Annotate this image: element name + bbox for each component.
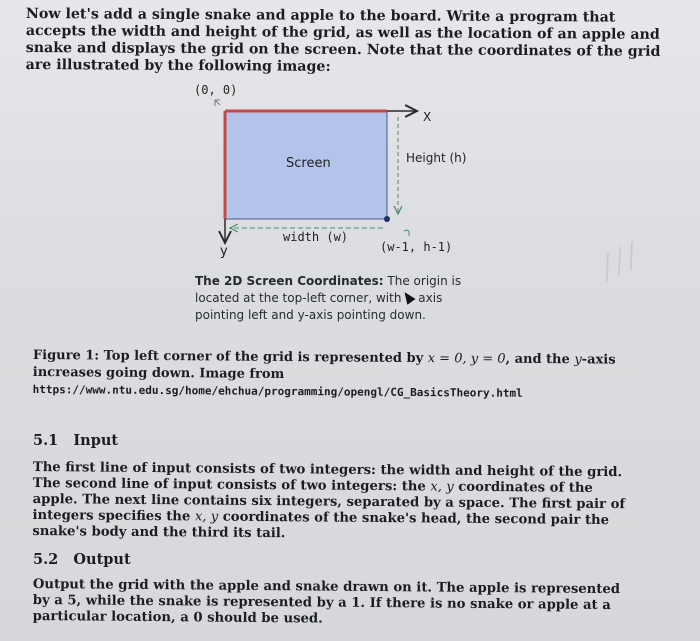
- caption-title: The 2D Screen Coordinates:: [195, 274, 384, 288]
- corner-pointer: [404, 230, 409, 236]
- figure-inner-caption: [195, 273, 485, 324]
- height-label: Height (h): [406, 151, 467, 165]
- figure-caption-mid: , and the: [505, 351, 570, 368]
- corner-label: (w-1, h-1): [380, 240, 453, 254]
- figure-caption-math-y: y: [574, 352, 582, 368]
- output-section-text: Output the grid with the apple and snake drawn on it. The apple is represented by a 5, while the snake is represented by a 1. If there is no snake or apple at a particular location, a 0 should be used.: [32, 577, 621, 627]
- figure-caption-url[interactable]: https://www.ntu.edu.sg/home/ehchua/programming/opengl/CG_BasicsTheory.html: [32, 382, 523, 400]
- input-section-heading: [33, 432, 118, 449]
- input-section-text: [32, 460, 633, 545]
- input-text-c: coordinates of the snake's head, the second pair the snake's body and the third its tail.: [32, 509, 610, 542]
- figure-caption: [33, 347, 643, 403]
- input-text-a: The first line of input consists of two integers: the width and height of the grid. The second line of input consists of two integers: the: [32, 460, 623, 495]
- input-math-snake: x, y: [194, 509, 219, 525]
- input-section-number: 5.1: [33, 432, 59, 449]
- origin-label: (0, 0): [194, 83, 238, 97]
- corner-dot: [384, 216, 390, 222]
- origin-cursor-icon: [215, 100, 220, 106]
- x-axis-label: X: [423, 110, 432, 124]
- output-section-heading: [33, 551, 131, 568]
- caption-text-2: axis pointing left and y-axis pointing down.: [195, 291, 443, 322]
- intro-paragraph: Now let's add a single snake and apple to the board. Write a program that accepts the width and height of the grid, as well as the location of an apple and snake and displays the grid on the screen. Note that the coordinates of the grid are illustrated by the following image:: [25, 6, 661, 75]
- figure-caption-prefix: Figure 1: Top left corner of the grid is represented by: [32, 347, 424, 367]
- cursor-pointer-icon: [401, 289, 416, 305]
- input-math-apple: x, y: [430, 479, 454, 495]
- faint-watermark-icon: ╱╱╱: [596, 242, 644, 283]
- figure-caption-suffix: -axis increases going down. Image from: [32, 352, 616, 382]
- output-section-number: 5.2: [33, 551, 59, 568]
- width-label: width (w): [283, 230, 349, 244]
- input-text-b: coordinates of the apple. The next line contains six integers, separated by a space. The first pair of integers specifies the: [32, 479, 626, 525]
- input-section-title: Input: [73, 432, 119, 449]
- caption-text-1: The origin is located at the top-left corner, with: [195, 274, 462, 305]
- output-section-title: Output: [73, 551, 131, 568]
- y-axis-label: y: [220, 244, 228, 259]
- figure-caption-math-origin: x = 0, y = 0: [427, 351, 506, 367]
- screen-label: Screen: [286, 156, 331, 171]
